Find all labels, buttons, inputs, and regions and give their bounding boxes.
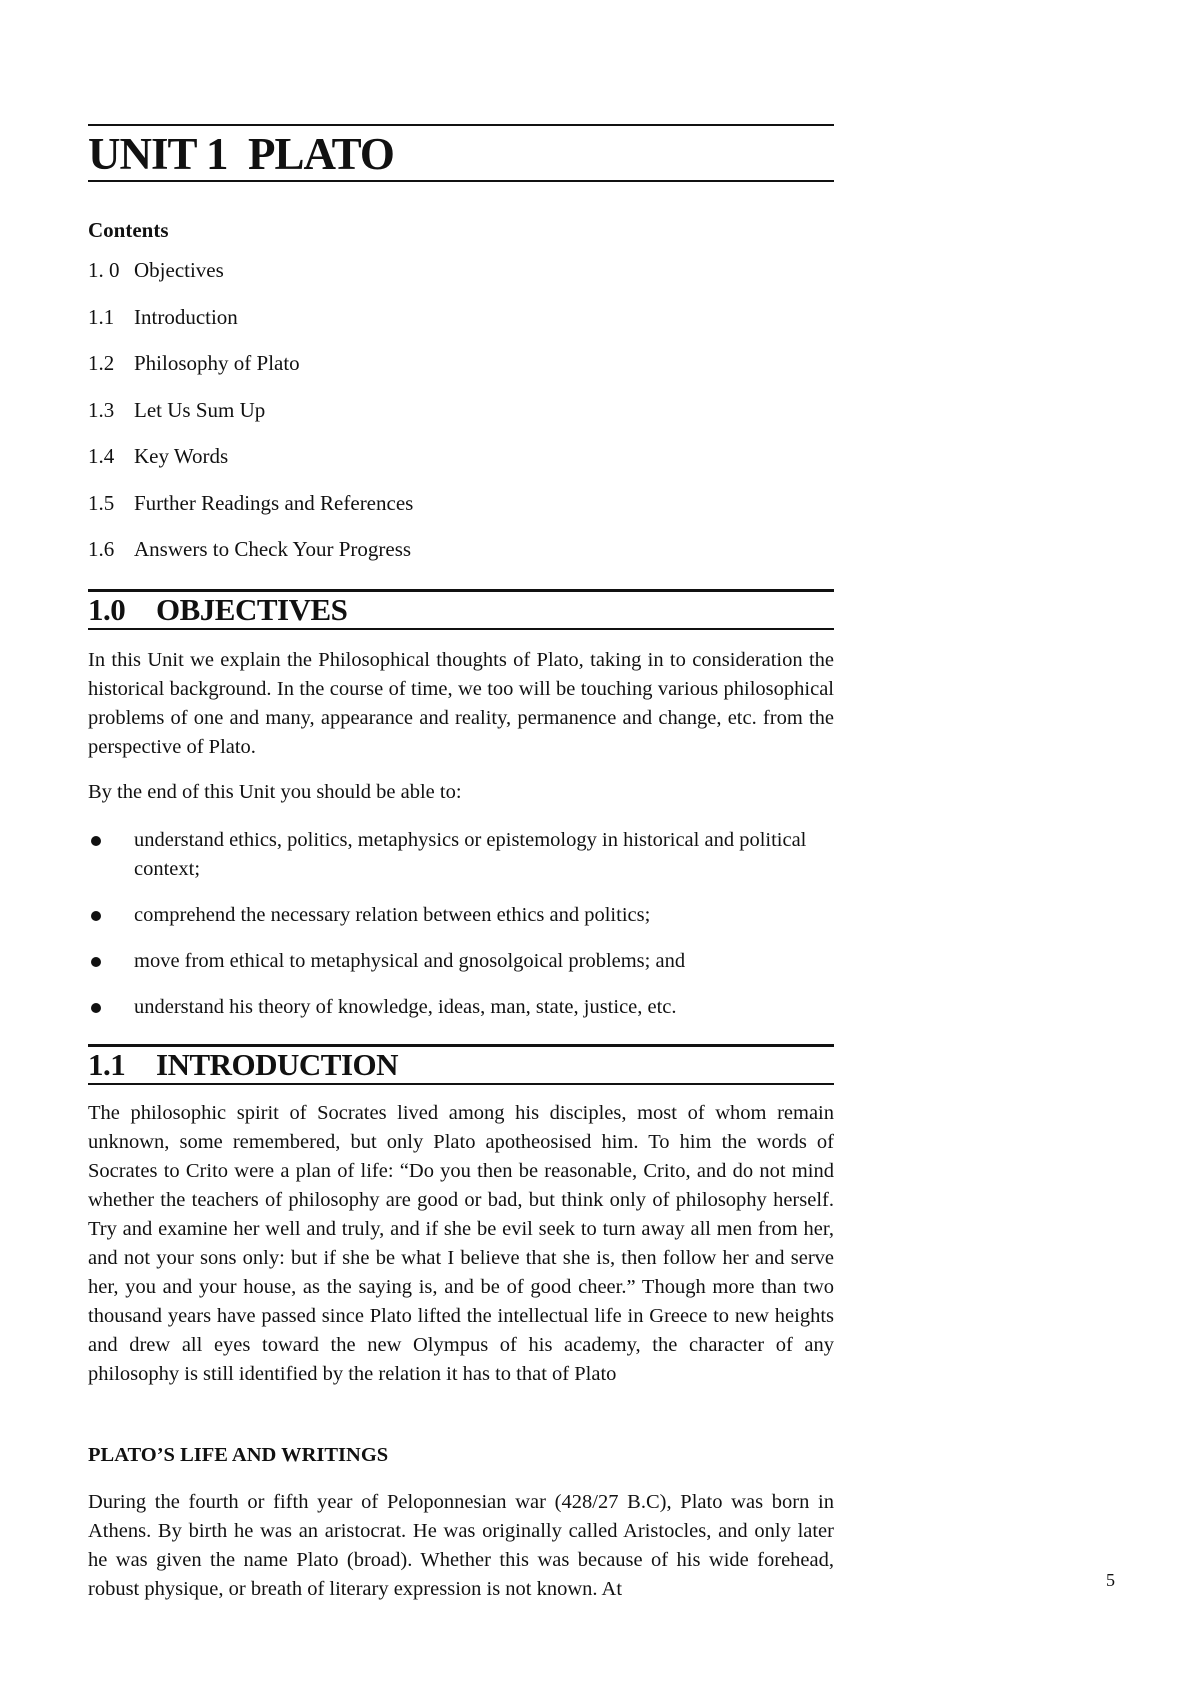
toc-item-number: 1.6 [88, 537, 115, 561]
toc-item [88, 351, 413, 398]
page-number: 5 [1106, 1570, 1115, 1590]
objectives-lead-in: By the end of this Unit you should be able to: [88, 781, 462, 803]
toc-item [88, 491, 413, 538]
unit-number: UNIT 1 [88, 129, 228, 179]
objectives-rule-bottom [88, 628, 834, 630]
objectives-heading [88, 592, 347, 628]
unit-title-rule-top [88, 124, 834, 126]
bullet-item [88, 826, 834, 884]
toc-item-label: Further Readings and References [134, 490, 414, 515]
toc-item-label: Philosophy of Plato [134, 351, 300, 375]
unit-name: PLATO [248, 129, 394, 179]
toc-item-label: Answers to Check Your Progress [134, 537, 412, 561]
introduction-paragraph: The philosophic spirit of Socrates lived among his disciples, most of whom remain unknown, some remembered, but only Plato apotheosised him. To him the words of Socrates to Crito were a plan of life: “Do you then be reasonable, Crito, and do not mind whether the teachers of philosophy are good or bad, but think only of philosophy herself. Try and examine her well and truly, and if she be evil seek to turn away all men from her, and not your sons only: but if she be what I believe that she is, then follow her and serve her, you and your house, as the saying is, and be of good cheer.” Though more than two thousand years have passed since Plato lifted the intellectual life in Greece to new heights and drew all eyes toward the new Olympus of his academy, the character of any philosophy is still identified by the relation it has to that of Plato [88, 1102, 834, 1385]
toc-item [88, 537, 413, 584]
toc-item-number: 1.2 [88, 351, 115, 375]
contents-list [88, 258, 413, 584]
bullet-text: comprehend the necessary relation between ethics and politics; [134, 904, 651, 926]
bullet-item [88, 901, 834, 930]
bullet-text: understand ethics, politics, metaphysics or epistemology in historical and political context; [134, 829, 807, 880]
section-title: OBJECTIVES [156, 592, 348, 627]
introduction-rule-bottom [88, 1083, 834, 1085]
toc-item [88, 398, 413, 445]
toc-item-label: Key Words [134, 444, 229, 468]
bullet-item [88, 947, 834, 976]
bullet-icon [91, 836, 101, 846]
life-and-writings-paragraph: During the fourth or fifth year of Peloponnesian war (428/27 B.C), Plato was born in Athens. By birth he was an aristocrat. He was originally called Aristocles, and only later he was given the name Plato (broad). Whether this was because of his wide forehead, robust physique, or breath of literary expression is not known. At [88, 1491, 834, 1600]
contents-heading: Contents [88, 218, 169, 242]
toc-item-label: Introduction [134, 304, 238, 329]
toc-item-label: Let Us Sum Up [134, 397, 266, 422]
introduction-heading [88, 1047, 398, 1083]
toc-item-number: 1.1 [88, 304, 115, 329]
toc-item-number: 1. 0 [88, 258, 120, 282]
bullet-icon [91, 911, 101, 921]
toc-item-number: 1.4 [88, 444, 115, 468]
section-title: INTRODUCTION [156, 1047, 399, 1082]
bullet-icon [91, 957, 101, 967]
bullet-icon [91, 1003, 101, 1013]
unit-title-rule-bottom [88, 180, 834, 182]
bullet-text: move from ethical to metaphysical and gnosolgoical problems; and [134, 950, 686, 972]
objectives-bullet-list [88, 826, 834, 1022]
life-and-writings-subheading: PLATO’S LIFE AND WRITINGS [88, 1444, 389, 1466]
section-number: 1.0 [88, 592, 126, 627]
section-number: 1.1 [88, 1047, 126, 1082]
toc-item-label: Objectives [134, 258, 224, 282]
unit-title [88, 128, 394, 180]
toc-item-number: 1.5 [88, 490, 115, 515]
toc-item [88, 444, 413, 491]
toc-item [88, 258, 413, 305]
bullet-text: understand his theory of knowledge, ideas, man, state, justice, etc. [134, 996, 677, 1018]
bullet-item [88, 993, 834, 1022]
toc-item-number: 1.3 [88, 397, 115, 422]
toc-item [88, 305, 413, 352]
objectives-paragraph: In this Unit we explain the Philosophical thoughts of Plato, taking in to consideration the historical background. In the course of time, we too will be touching various philosophical problems of one and many, appearance and reality, permanence and change, etc. from the perspective of Plato. [88, 649, 834, 758]
